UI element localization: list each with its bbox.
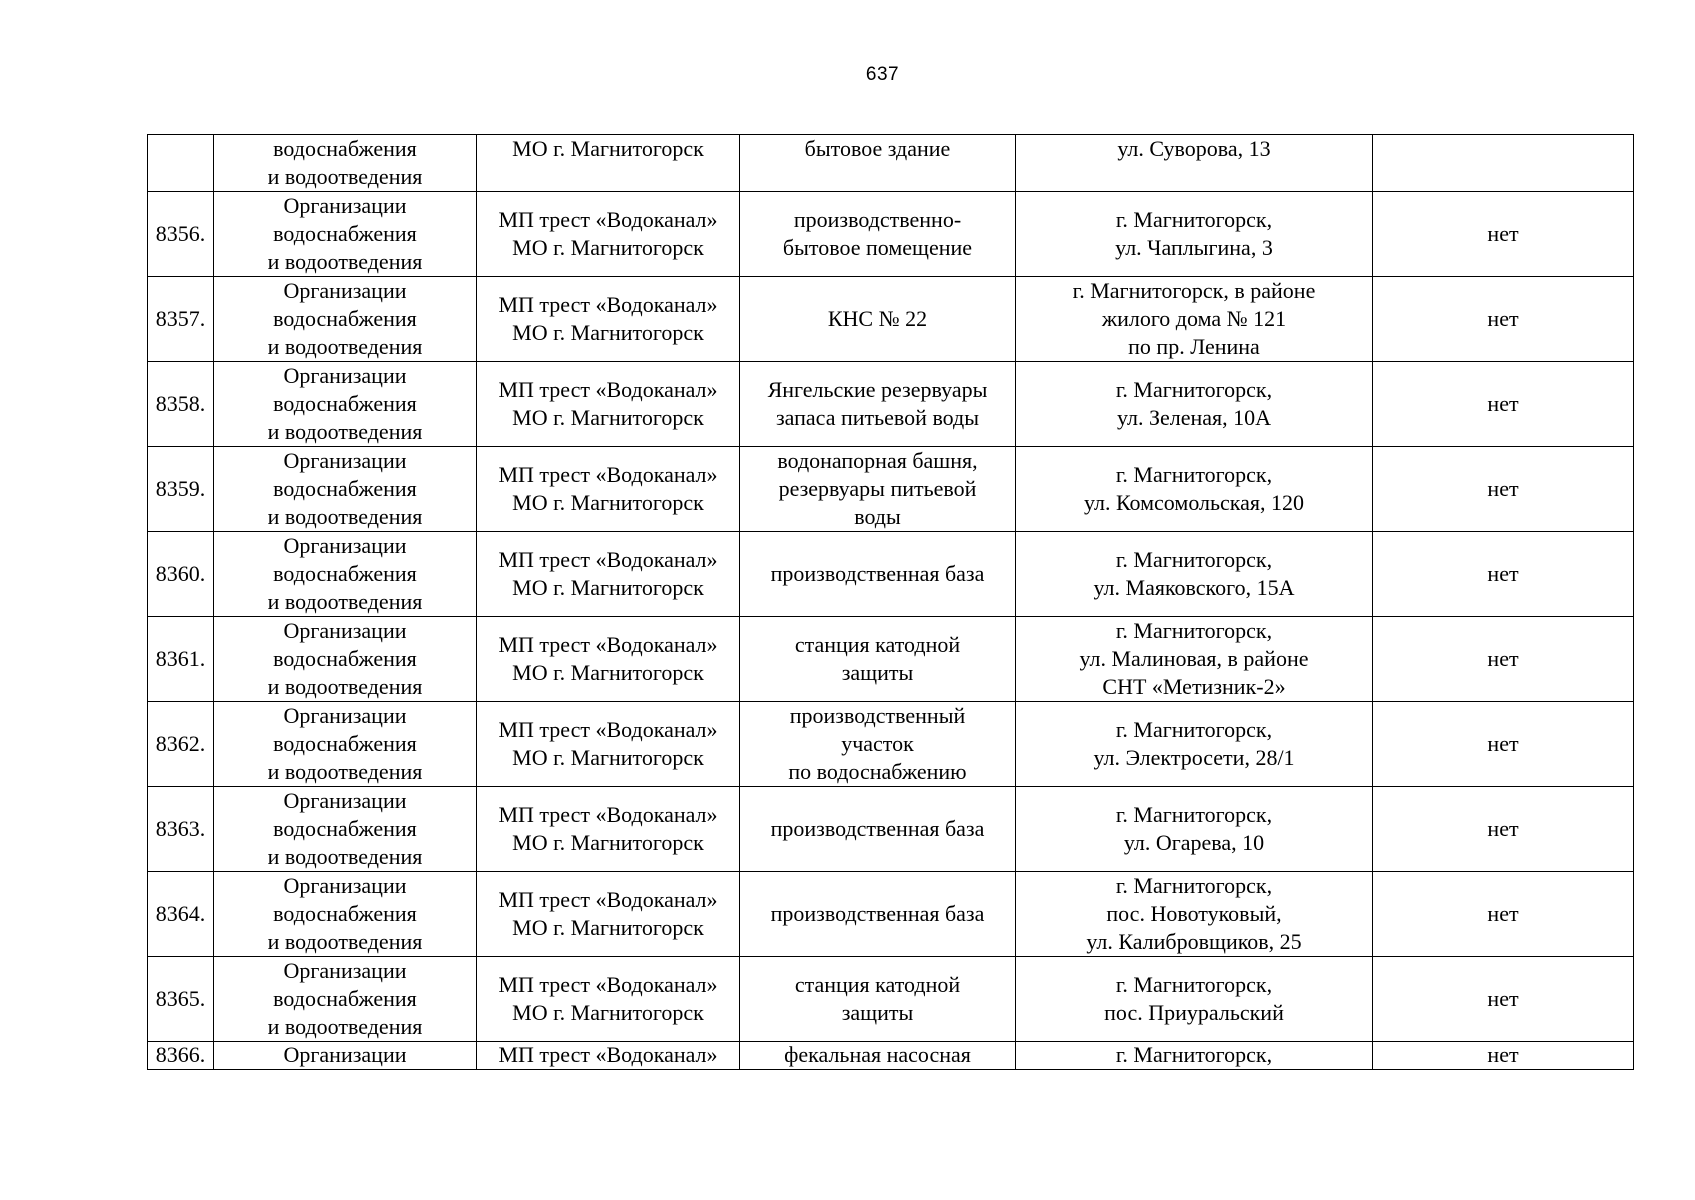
- object-line: производственный: [789, 703, 966, 728]
- note-cell: нет: [1373, 957, 1634, 1042]
- object-line: запаса питьевой воды: [775, 405, 980, 430]
- category-line: Организации: [283, 618, 407, 643]
- note-cell: нет: [1373, 192, 1634, 277]
- row-number: [148, 135, 214, 192]
- organization-line: МО г. Магнитогорск: [512, 575, 704, 600]
- table-row: [148, 872, 1634, 957]
- address-line: г. Магнитогорск,: [1115, 972, 1273, 997]
- organization-line: МП трест «Водоканал»: [498, 462, 718, 487]
- category-line: и водоотведения: [267, 1014, 423, 1039]
- object-line: станция катодной: [794, 972, 961, 997]
- address-line: пос. Новотуковый,: [1106, 901, 1282, 926]
- object-cell: [740, 872, 1016, 957]
- table-row: [148, 957, 1634, 1042]
- object-cell: [740, 192, 1016, 277]
- table-row: [148, 1042, 1634, 1070]
- address-line: ул. Комсомольская, 120: [1083, 490, 1305, 515]
- object-cell: [740, 362, 1016, 447]
- category-line: и водоотведения: [267, 334, 423, 359]
- note-cell: нет: [1373, 362, 1634, 447]
- address-line: г. Магнитогорск,: [1115, 207, 1273, 232]
- note-cell: нет: [1373, 277, 1634, 362]
- category-line: Организации: [283, 363, 407, 388]
- organization-line: МП трест «Водоканал»: [498, 802, 718, 827]
- category-line: водоснабжения: [273, 986, 417, 1011]
- category-line: водоснабжения: [273, 221, 417, 246]
- organization-line: МО г. Магнитогорск: [512, 235, 704, 260]
- address-line: ул. Огарева, 10: [1123, 830, 1265, 855]
- address-cell: [1016, 872, 1373, 957]
- category-cell: [214, 617, 477, 702]
- organization-line: МО г. Магнитогорск: [512, 1000, 704, 1025]
- address-cell: [1016, 532, 1373, 617]
- page-number: 637: [865, 64, 900, 85]
- category-line: Организации: [283, 788, 407, 813]
- row-number: 8356.: [148, 192, 214, 277]
- category-line: водоснабжения: [273, 731, 417, 756]
- category-cell: [214, 362, 477, 447]
- address-line: г. Магнитогорск, в районе: [1072, 278, 1316, 303]
- category-cell: [214, 192, 477, 277]
- organization-cell: [477, 447, 740, 532]
- address-line: СНТ «Метизник-2»: [1102, 674, 1286, 699]
- category-line: Организации: [283, 1042, 407, 1067]
- organization-cell: [477, 872, 740, 957]
- organization-line: МО г. Магнитогорск: [512, 490, 704, 515]
- row-number: 8366.: [148, 1042, 214, 1070]
- object-line: производственно-: [793, 207, 962, 232]
- category-line: водоснабжения: [273, 561, 417, 586]
- category-line: Организации: [283, 193, 407, 218]
- category-line: и водоотведения: [267, 589, 423, 614]
- organization-cell: [477, 787, 740, 872]
- category-line: водоснабжения: [273, 901, 417, 926]
- address-cell: [1016, 787, 1373, 872]
- address-line: пос. Приуральский: [1104, 1000, 1284, 1025]
- address-line: г. Магнитогорск,: [1115, 717, 1273, 742]
- address-line: ул. Маяковского, 15А: [1093, 575, 1295, 600]
- category-cell: [214, 787, 477, 872]
- row-number: 8361.: [148, 617, 214, 702]
- object-line: производственная база: [770, 816, 985, 841]
- table-row: [148, 447, 1634, 532]
- table-row: [148, 277, 1634, 362]
- table-row: [148, 787, 1634, 872]
- address-line: г. Магнитогорск,: [1115, 377, 1273, 402]
- address-line: г. Магнитогорск,: [1115, 547, 1273, 572]
- object-cell: [740, 532, 1016, 617]
- note-cell: нет: [1373, 702, 1634, 787]
- organization-line: МО г. Магнитогорск: [512, 745, 704, 770]
- table-row: [148, 135, 1634, 192]
- address-line: г. Магнитогорск,: [1115, 462, 1273, 487]
- address-cell: [1016, 362, 1373, 447]
- note-cell: нет: [1373, 872, 1634, 957]
- category-line: и водоотведения: [267, 164, 423, 189]
- object-line: защиты: [841, 660, 914, 685]
- row-number: 8362.: [148, 702, 214, 787]
- table-row: [148, 362, 1634, 447]
- row-number: 8358.: [148, 362, 214, 447]
- category-line: Организации: [283, 278, 407, 303]
- organization-line: МО г. Магнитогорск: [512, 136, 704, 161]
- object-cell: [740, 617, 1016, 702]
- category-line: водоснабжения: [273, 391, 417, 416]
- object-line: производственная база: [770, 901, 985, 926]
- object-line: фекальная насосная: [784, 1042, 971, 1067]
- organization-cell: [477, 532, 740, 617]
- object-cell: [740, 447, 1016, 532]
- address-line: г. Магнитогорск,: [1115, 618, 1273, 643]
- organization-line: МО г. Магнитогорск: [512, 915, 704, 940]
- organization-line: МО г. Магнитогорск: [512, 320, 704, 345]
- object-line: бытовое здание: [804, 136, 951, 161]
- row-number: 8359.: [148, 447, 214, 532]
- address-cell: [1016, 277, 1373, 362]
- organization-cell: [477, 192, 740, 277]
- address-line: по пр. Ленина: [1128, 334, 1260, 359]
- address-line: ул. Чаплыгина, 3: [1115, 235, 1273, 260]
- address-cell: [1016, 1042, 1373, 1070]
- category-line: Организации: [283, 703, 407, 728]
- object-cell: [740, 787, 1016, 872]
- organization-line: МП трест «Водоканал»: [498, 207, 718, 232]
- organization-line: МО г. Магнитогорск: [512, 830, 704, 855]
- object-cell: [740, 1042, 1016, 1070]
- category-cell: [214, 957, 477, 1042]
- row-number: 8363.: [148, 787, 214, 872]
- row-number: 8364.: [148, 872, 214, 957]
- organization-line: МО г. Магнитогорск: [512, 405, 704, 430]
- category-line: и водоотведения: [267, 844, 423, 869]
- address-line: ул. Суворова, 13: [1117, 136, 1271, 161]
- category-line: водоснабжения: [273, 646, 417, 671]
- row-number: 8365.: [148, 957, 214, 1042]
- category-cell: [214, 277, 477, 362]
- organization-cell: [477, 702, 740, 787]
- organization-line: МП трест «Водоканал»: [498, 632, 718, 657]
- address-cell: [1016, 617, 1373, 702]
- address-cell: [1016, 135, 1373, 192]
- address-line: г. Магнитогорск,: [1115, 873, 1273, 898]
- organization-line: МП трест «Водоканал»: [498, 547, 718, 572]
- organization-line: МП трест «Водоканал»: [498, 972, 718, 997]
- organization-cell: [477, 1042, 740, 1070]
- category-cell: [214, 532, 477, 617]
- object-cell: [740, 957, 1016, 1042]
- organization-line: МП трест «Водоканал»: [498, 292, 718, 317]
- category-line: водоснабжения: [273, 306, 417, 331]
- organization-line: МП трест «Водоканал»: [498, 1042, 718, 1067]
- object-line: станция катодной: [794, 632, 961, 657]
- organization-cell: [477, 135, 740, 192]
- address-cell: [1016, 702, 1373, 787]
- organization-line: МП трест «Водоканал»: [498, 377, 718, 402]
- organization-line: МП трест «Водоканал»: [498, 717, 718, 742]
- object-line: резервуары питьевой: [778, 476, 977, 501]
- object-line: КНС № 22: [827, 306, 928, 331]
- organization-cell: [477, 277, 740, 362]
- note-cell: нет: [1373, 1042, 1634, 1070]
- object-cell: [740, 277, 1016, 362]
- category-line: Организации: [283, 448, 407, 473]
- object-cell: [740, 135, 1016, 192]
- object-line: по водоснабжению: [788, 759, 967, 784]
- object-line: бытовое помещение: [782, 235, 973, 260]
- address-line: ул. Электросети, 28/1: [1093, 745, 1295, 770]
- table-row: [148, 532, 1634, 617]
- row-number: 8360.: [148, 532, 214, 617]
- category-line: Организации: [283, 873, 407, 898]
- address-line: жилого дома № 121: [1101, 306, 1287, 331]
- table-row: [148, 192, 1634, 277]
- category-line: и водоотведения: [267, 249, 423, 274]
- note-cell: нет: [1373, 787, 1634, 872]
- note-cell: нет: [1373, 532, 1634, 617]
- object-line: участок: [841, 731, 914, 756]
- note-cell: нет: [1373, 447, 1634, 532]
- address-line: ул. Зеленая, 10А: [1116, 405, 1272, 430]
- object-line: водонапорная башня,: [777, 448, 978, 473]
- object-line: воды: [854, 504, 901, 529]
- organization-cell: [477, 617, 740, 702]
- organization-line: МО г. Магнитогорск: [512, 660, 704, 685]
- address-line: ул. Малиновая, в районе: [1079, 646, 1309, 671]
- address-line: ул. Калибровщиков, 25: [1086, 929, 1302, 954]
- object-line: защиты: [841, 1000, 914, 1025]
- category-line: водоснабжения: [273, 136, 417, 161]
- table-row: [148, 702, 1634, 787]
- category-cell: [214, 135, 477, 192]
- registry-table: [147, 134, 1634, 1070]
- category-line: и водоотведения: [267, 759, 423, 784]
- category-line: и водоотведения: [267, 419, 423, 444]
- category-line: водоснабжения: [273, 816, 417, 841]
- note-cell: нет: [1373, 617, 1634, 702]
- category-line: водоснабжения: [273, 476, 417, 501]
- note-cell: [1373, 135, 1634, 192]
- table-row: [148, 617, 1634, 702]
- address-cell: [1016, 957, 1373, 1042]
- object-line: Янгельские резервуары: [767, 377, 988, 402]
- row-number: 8357.: [148, 277, 214, 362]
- category-cell: [214, 872, 477, 957]
- category-line: Организации: [283, 533, 407, 558]
- category-line: и водоотведения: [267, 929, 423, 954]
- object-cell: [740, 702, 1016, 787]
- address-cell: [1016, 192, 1373, 277]
- organization-line: МП трест «Водоканал»: [498, 887, 718, 912]
- address-cell: [1016, 447, 1373, 532]
- category-line: и водоотведения: [267, 504, 423, 529]
- category-cell: [214, 1042, 477, 1070]
- category-line: Организации: [283, 958, 407, 983]
- organization-cell: [477, 957, 740, 1042]
- address-line: г. Магнитогорск,: [1115, 1042, 1273, 1067]
- object-line: производственная база: [770, 561, 985, 586]
- category-cell: [214, 447, 477, 532]
- category-line: и водоотведения: [267, 674, 423, 699]
- organization-cell: [477, 362, 740, 447]
- address-line: г. Магнитогорск,: [1115, 802, 1273, 827]
- category-cell: [214, 702, 477, 787]
